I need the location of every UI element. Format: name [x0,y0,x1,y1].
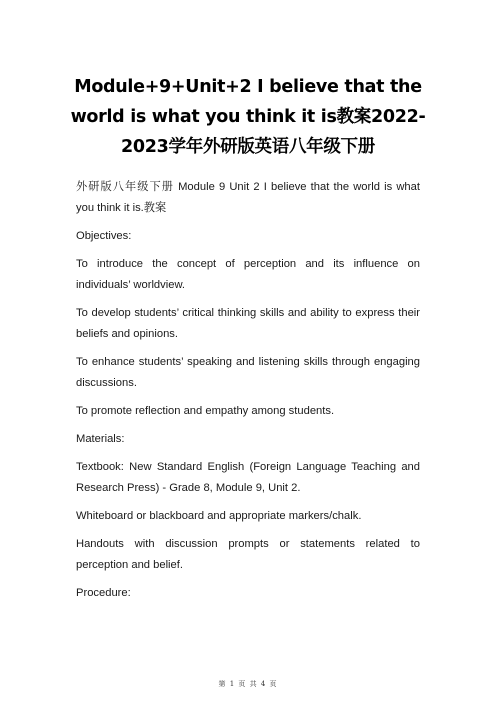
objective-item: To develop students’ critical thinking skills and ability to express their beliefs and opinions. [76,307,420,340]
objective-item: To introduce the concept of perception and its influence on individuals’ worldview. [76,258,420,291]
materials-heading: Materials: [76,433,125,445]
document-title: Module+9+Unit+2 I believe that the world is what you think it is教案2022-2023学年外研版英语八年级下册 [70,77,426,157]
procedure-heading: Procedure: [76,587,131,599]
document-body [76,177,420,611]
objectives-heading: Objectives: [76,230,132,242]
material-item: Handouts with discussion prompts or statements related to perception and belief. [76,538,420,571]
material-item: Textbook: New Standard English (Foreign Language Teaching and Research Press) - Grade 8, Module 9, Unit 2. [76,461,420,494]
objective-item: To enhance students’ speaking and listening skills through engaging discussions. [76,356,420,389]
intro-paragraph: 外研版八年级下册 Module 9 Unit 2 I believe that the world is what you think it is.教案 [76,181,420,214]
objective-item: To promote reflection and empathy among students. [76,405,335,417]
page-number-footer: 第 1 页 共 4 页 [218,680,278,688]
material-item: Whiteboard or blackboard and appropriate markers/chalk. [76,510,362,522]
